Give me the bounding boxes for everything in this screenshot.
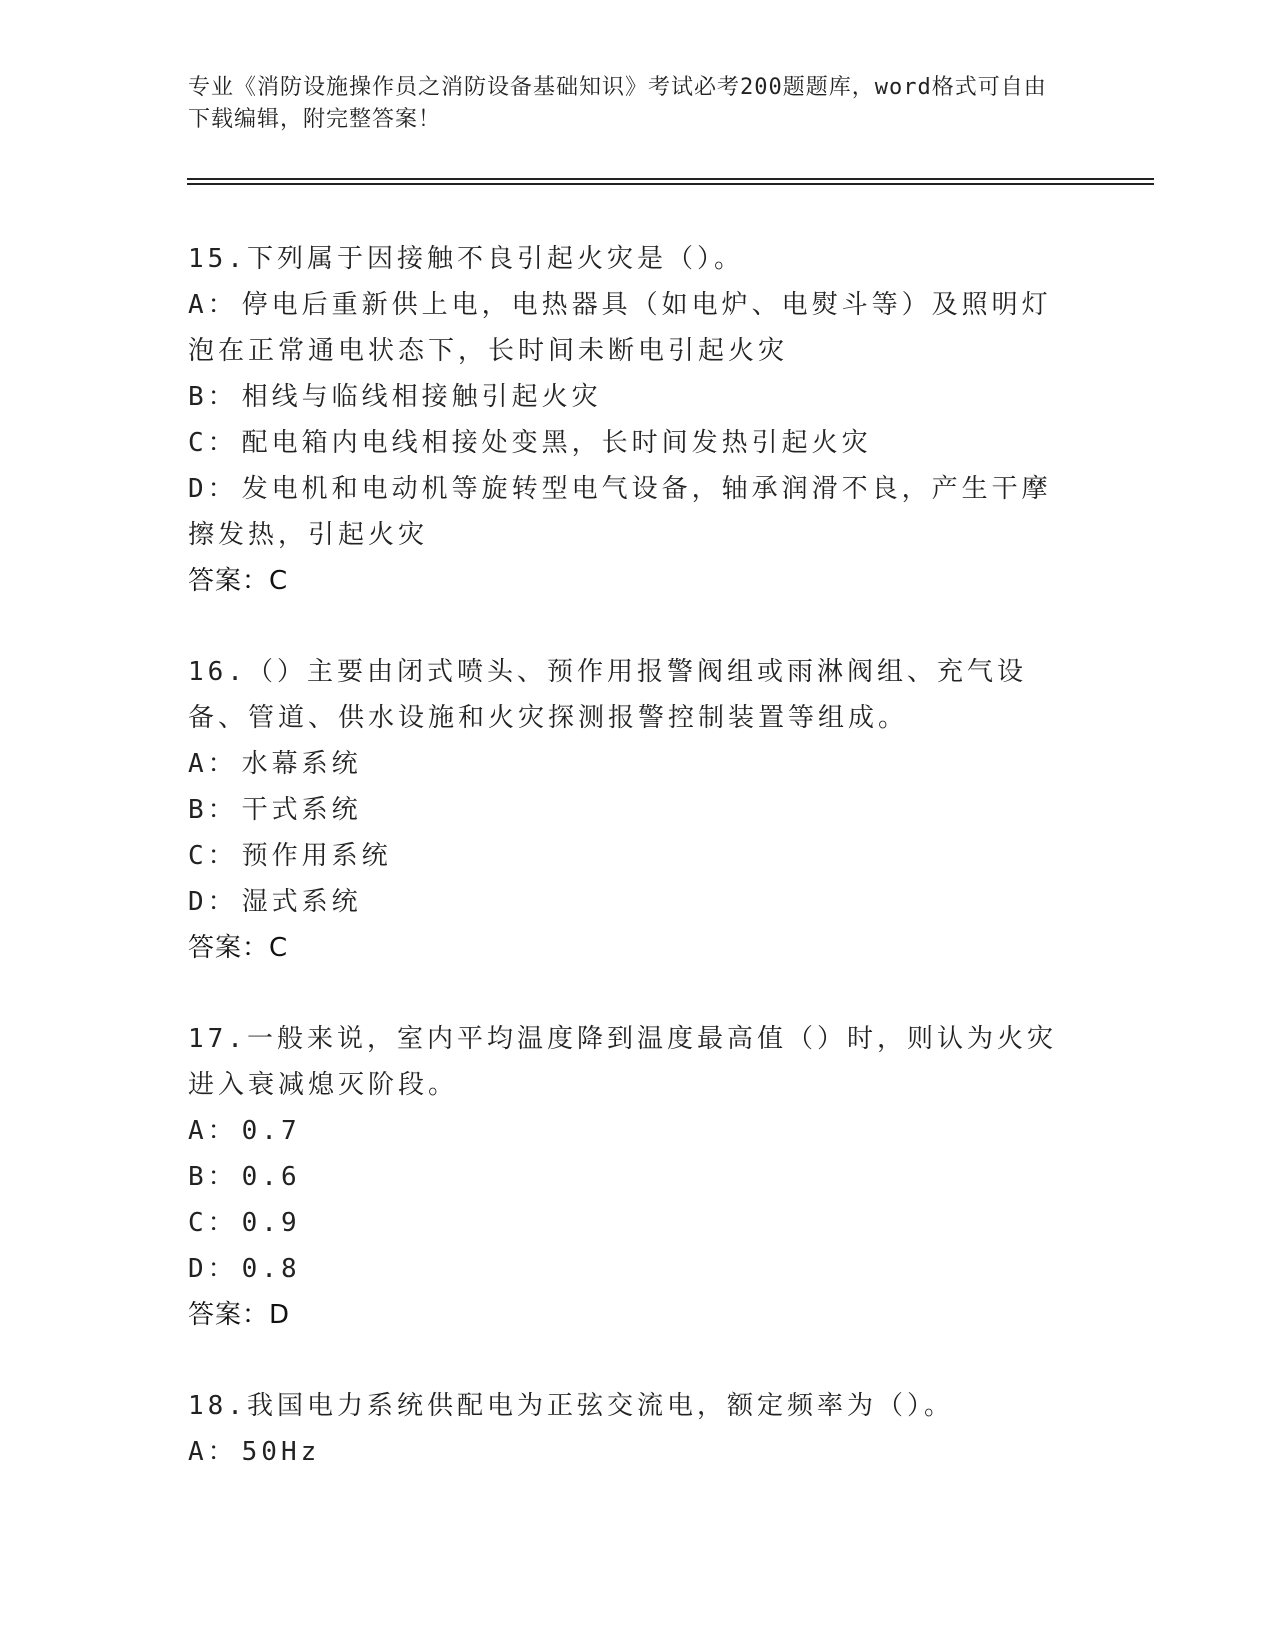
- option-text: 干式系统: [241, 795, 362, 825]
- option-a: [188, 1108, 1078, 1154]
- option-key: B：: [188, 382, 238, 412]
- option-d: [188, 466, 1078, 558]
- option-b: [188, 374, 1078, 420]
- option-key: A：: [188, 749, 238, 779]
- option-text: 50Hz: [241, 1437, 321, 1467]
- option-a: [188, 741, 1078, 787]
- option-key: D：: [188, 1254, 238, 1284]
- option-c: [188, 420, 1078, 466]
- option-text: 配电箱内电线相接处变黑，长时间发热引起火灾: [241, 428, 872, 458]
- answer-line: 答案：C: [188, 566, 289, 596]
- header-rule-top: [187, 178, 1154, 180]
- option-text: 0.7: [241, 1116, 301, 1146]
- option-c: [188, 833, 1078, 879]
- option-key: A：: [188, 290, 238, 320]
- option-key: D：: [188, 474, 238, 504]
- question-15: [188, 236, 1078, 604]
- option-text: 相线与临线相接触引起火灾: [241, 382, 602, 412]
- option-d: [188, 879, 1078, 925]
- option-c: [188, 1200, 1078, 1246]
- question-18: [188, 1383, 1078, 1475]
- option-text: 湿式系统: [241, 887, 362, 917]
- option-key: C：: [188, 1208, 238, 1238]
- option-text: 发电机和电动机等旋转型电气设备，轴承润滑不良，产生干摩擦发热，引起火灾: [188, 474, 1052, 550]
- option-key: D：: [188, 887, 238, 917]
- option-d: [188, 1246, 1078, 1292]
- option-key: B：: [188, 1162, 238, 1192]
- question-list: [188, 236, 1078, 1520]
- option-text: 0.6: [241, 1162, 301, 1192]
- option-key: C：: [188, 841, 238, 871]
- option-text: 水幕系统: [241, 749, 362, 779]
- option-b: [188, 1154, 1078, 1200]
- header-rule-bottom: [187, 183, 1154, 185]
- option-b: [188, 787, 1078, 833]
- option-text: 0.9: [241, 1208, 301, 1238]
- option-a: [188, 1429, 1078, 1475]
- option-text: 0.8: [241, 1254, 301, 1284]
- question-stem: 17.一般来说，室内平均温度降到温度最高值（）时，则认为火灾进入衰减熄灭阶段。: [188, 1024, 1057, 1100]
- question-stem: 15.下列属于因接触不良引起火灾是（）。: [188, 244, 744, 274]
- question-16: [188, 649, 1078, 971]
- option-key: C：: [188, 428, 238, 458]
- question-stem: 16.（）主要由闭式喷头、预作用报警阀组或雨淋阀组、充气设备、管道、供水设施和火灾探测报警控制装置等组成。: [188, 657, 1027, 733]
- answer-line: 答案：D: [188, 1300, 291, 1330]
- option-text: 停电后重新供上电，电热器具（如电炉、电熨斗等）及照明灯泡在正常通电状态下，长时间未断电引起火灾: [188, 290, 1052, 366]
- answer-line: 答案：C: [188, 933, 289, 963]
- option-key: B：: [188, 795, 238, 825]
- option-key: A：: [188, 1437, 238, 1467]
- question-17: [188, 1016, 1078, 1338]
- question-stem: 18.我国电力系统供配电为正弦交流电，额定频率为（）。: [188, 1391, 954, 1421]
- option-text: 预作用系统: [241, 841, 392, 871]
- option-a: [188, 282, 1078, 374]
- document-header: 专业《消防设施操作员之消防设备基础知识》考试必考200题题库，word格式可自由下载编辑，附完整答案！: [188, 75, 1047, 132]
- option-key: A：: [188, 1116, 238, 1146]
